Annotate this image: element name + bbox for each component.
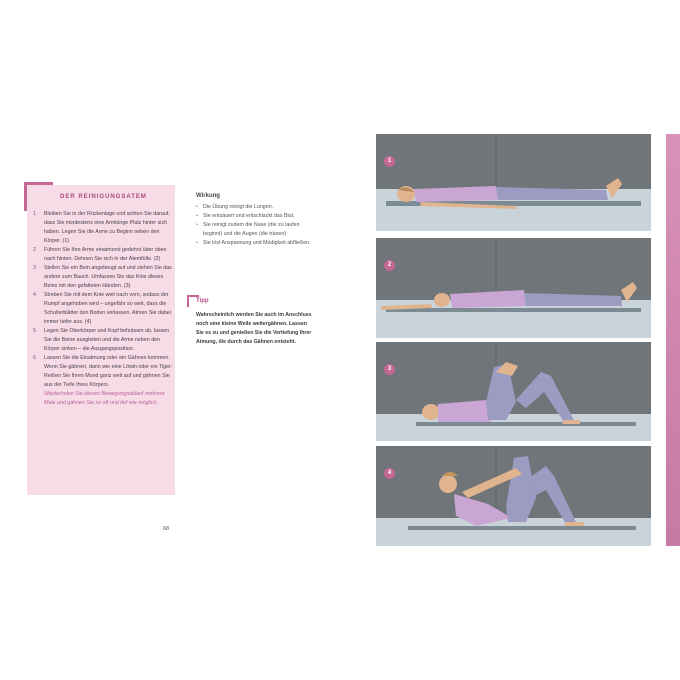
page-number: 68: [163, 526, 170, 532]
step-badge: 3: [384, 364, 395, 375]
final-note: Wiederholen Sie diesen Bewegungsablauf mehrere Male und gähnen Sie so oft und tief wie möglich.: [44, 391, 165, 406]
steps-list: [33, 210, 173, 408]
bullet-icon: •: [196, 204, 198, 210]
wirkung-title: Wirkung: [196, 193, 220, 199]
wirkung-item: • Sie reinigt zudem die Nase (die zu laufen beginnt) und die Augen (die tränen): [196, 222, 300, 237]
bullet-icon: •: [196, 240, 198, 246]
wirkung-item: • Sie löst Anspannung und Müdigkeit abfließen.: [196, 240, 311, 246]
step-badge: 4: [384, 468, 395, 479]
tipp-text: Wahrscheinlich werden Sie auch im Anschluss noch eine kleine Weile weitergähnen. Lassen Sie es zu und genießen Sie die Vertiefung Ihrer Atmung, die durch das Gähnen entsteht.: [196, 312, 312, 345]
exercise-photo-4: [376, 446, 651, 546]
step-badge: 1: [384, 156, 395, 167]
step-item: 1 Bleiben Sie in der Rückenlage und achten Sie darauf, dass Sie mindestens eine Armlänge Platz hinter sich haben. Legen Sie die Arme zu Beginn neben den Körper. (1): [33, 211, 170, 244]
step-item: 4 Streben Sie mit dem Knie weit nach vorn, sodass der Rumpf angehoben wird – ungefähr so weit, dass die Schulterblätter den Boden verlassen. Atmen Sie dabei immer tiefer aus. (4): [33, 292, 171, 325]
step-item: 5 Legen Sie Oberkörper und Kopf behutsam ab, lassen Sie die Beine ausgleiten und die Arme neben den Körper sinken – die Ausgangsposition.: [33, 328, 170, 352]
step-badge: 2: [384, 260, 395, 271]
side-color-strip: [666, 134, 680, 546]
exercise-photo-3: [376, 342, 651, 441]
bullet-icon: •: [196, 222, 198, 228]
wirkung-item: • Sie entsäuert und entschlackt das Blut.: [196, 213, 295, 219]
step-item: 2 Führen Sie Ihre Arme einatmend gedehnt über oben nach hinten. Dehnen Sie sich in der Atemfülle. (2): [33, 247, 167, 262]
exercise-photo-2: [376, 238, 651, 338]
step-item: 3 Stellen Sie ein Bein angebeugt auf und ziehen Sie das andere zum Bauch. Umfassen Sie das Knie dieses Beins mit den gefalteten Händen. (3): [33, 265, 172, 289]
steps-title: DER REINIGUNGSATEM: [60, 194, 147, 200]
exercise-photo-1: [376, 134, 651, 231]
corner-accent: [24, 182, 53, 211]
tipp-title: Tipp: [196, 298, 209, 304]
step-item: 6 Lassen Sie die Einatmung oder ein Gähnen kommen. Wenn Sie gähnen, dann wie eine Löwin oder ein Tiger: Reißen Sie Ihren Mund ganz weit auf und gähnen Sie aus der Tiefe Ihres Körpers.: [33, 355, 173, 388]
wirkung-item: • Die Übung reinigt die Lungen.: [196, 204, 274, 210]
bullet-icon: •: [196, 213, 198, 219]
wirkung-list: [196, 203, 314, 248]
